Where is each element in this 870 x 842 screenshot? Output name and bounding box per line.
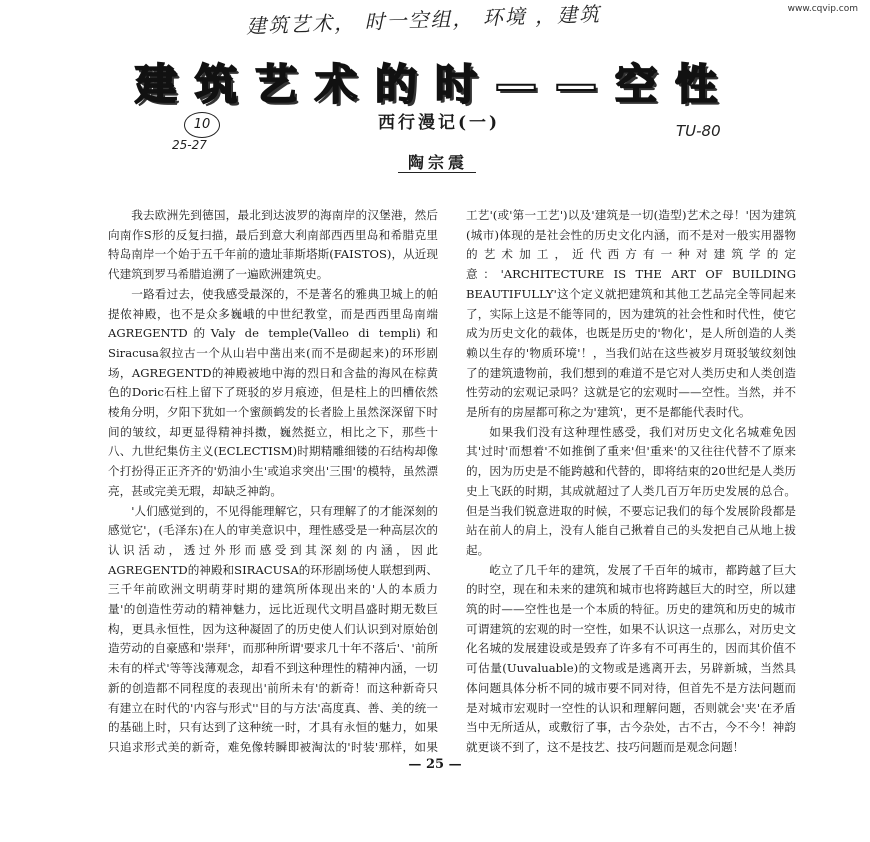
page-range-annotation: 25-27	[172, 138, 207, 152]
right-paragraph-3: 屹立了几千年的建筑，发展了千百年的城市，都跨越了巨大的时空，现在和未来的建筑和城市也将跨越巨大的时空，所以建筑的时——空性也是一个本质的特征。历史的建筑和历史的城市可谓建筑的宏观的时一空性，如果不认识这一点那么，对历史文化名城的发展建设或是毁弃了许多有不可再生的，因而其价值不可估量(Uuvaluable)的文物或是逃离开去，另辟新城，当然具体问题具体分析不同的城市要不同对待，但首先不是方法问题而是对城市宏观时一空性的认识和理解问题，否则就会'夹'在矛盾当中无所适从，或敷衍了事，古今杂处，古不古，今不今！神韵就更谈不到了，这不是技艺、技巧问题而是观念问题！	[466, 562, 796, 754]
page-number: — 25 —	[408, 757, 462, 772]
top-handwritten-annotation: 建筑艺术， 时一空组， 环境 ，建筑	[245, 1, 602, 39]
article-title: 建筑艺术的时——空性	[134, 60, 735, 109]
circled-number-annotation: 10	[184, 112, 220, 138]
article-author: 陶宗震	[408, 153, 469, 172]
watermark-url: www.cqvip.com	[787, 4, 858, 14]
classification-annotation: TU-80	[676, 122, 721, 140]
left-column	[108, 206, 438, 756]
left-paragraph-3: '人们感觉到的，不见得能理解它，只有理解了的才能深刻的感觉它'，(毛泽东)在人的审美意识中，理性感受是一种高层次的认识活动，透过外形而感受到其深刻的内涵，因此AGREGENTD的神殿和SIRACUSA的环形剧场使人联想到两、三千年前欧洲文明萌芽时期的建筑所体现出来的'人的本质力量'的创造性劳动的精神魅力，远比近现代文明昌盛时期无数巨构，更具永恒性，因为这种凝固了的历史使人们认识到对原始创造劳动的自豪感和'崇拜'，而那种所谓'要求几十年不落后'、'前所未有的样式'等等浅薄观念，却看不到这种理性的精神内涵，一切新的创造都不同程度的表现出'前所未有'的新奇！而这种新奇只有建立在时代的'内容与形式''目的与方法'高度真、善、美的统一的基础上时，只有达到了这种统一时，才具有永恒的魅力，如果只追求形式美的新奇，难免像转瞬即被淘汰的'时装'那样，如果	[108, 503, 438, 754]
right-paragraph-2: 如果我们没有这种理性感受，我们对历史文化名城难免因其'过时'而想着'不如推倒了重来'但'重来'的又往往代替不了原来的，因为历史是不能跨越和代替的，即将结束的20世纪是人类历史上飞跃的时期，其成就超过了人类几百万年历史发展的总合。但是当我们锐意进取的时候，不要忘记我们的每个发展阶段都是站在前人的肩上，没有人能自己揪着自己的头发把自己从地上拔起。	[466, 424, 796, 557]
right-column	[466, 206, 796, 756]
article-subtitle: 西行漫记(一)	[378, 113, 501, 133]
left-paragraph-2: 一路看过去，使我感受最深的，不是著名的雅典卫城上的帕提侬神殿，也不是众多巍峨的中世纪教堂，而是西西里岛南端AGREGENTD的Valy de temple(Valleo di templi)和Siracusa叙拉古一个从山岩中凿出来(而不是砌起来)的环形剧场，AGREGENTD的神殿被地中海的烈日和含盐的海风在棕黄色的Doric石柱上留下了斑驳的岁月痕迹，但是柱上的凹槽依然棱角分明，夕阳下犹如一个蜜颜鹤发的长者脸上虽然深深留下时间的皱纹，却更显得精神抖擞，巍然挺立，相比之下，那些十八、九世纪集仿主义(ECLECTISM)时期精雕细镂的石结构却像个打扮得正正齐齐的'奶油小生'或追求突出'三围'的模特，虽然漂亮，甚或完美无瑕，却缺乏神韵。	[108, 286, 438, 498]
right-paragraph-1: 工艺'(或'第一工艺')以及'建筑是一切(造型)艺术之母！'因为建筑(城市)体现的是社会性的历史文化内涵，而不是对一般实用器物的艺术加工，近代西方有一种对建筑学的定意：'ARCHITECTURE IS THE ART OF BUILDING BEAUTIFULLY'这个定义就把建筑和其他工艺品完全等同起来了，实际上这是不能等同的，因为建筑的社会性和时代性，使它成为历史文化的载体，也既是历史的'物化'，是人所创造的人类赖以生存的'物质环境'！，当我们站在这些被岁月斑驳皱纹刻蚀了的建筑遗物前，我们想到的难道不是它对人类历史和人类创造性劳动的宏观记录吗？这就是它的宏观时——空性。当然，并不是所有的房屋都可称之为'建筑'，更不是都能代表时代。	[466, 208, 796, 420]
author-underline	[398, 172, 476, 173]
left-paragraph-1: 我去欧洲先到德国，最北到达波罗的海南岸的汉堡港，然后向南作S形的反复扫描，最后到意大利南部西西里岛和希腊克里特岛南岸一个始于五千年前的遗址菲斯塔斯(FAISTOS)，从近现代建筑到罗马希腊追溯了一遍欧洲建筑史。	[108, 208, 438, 282]
